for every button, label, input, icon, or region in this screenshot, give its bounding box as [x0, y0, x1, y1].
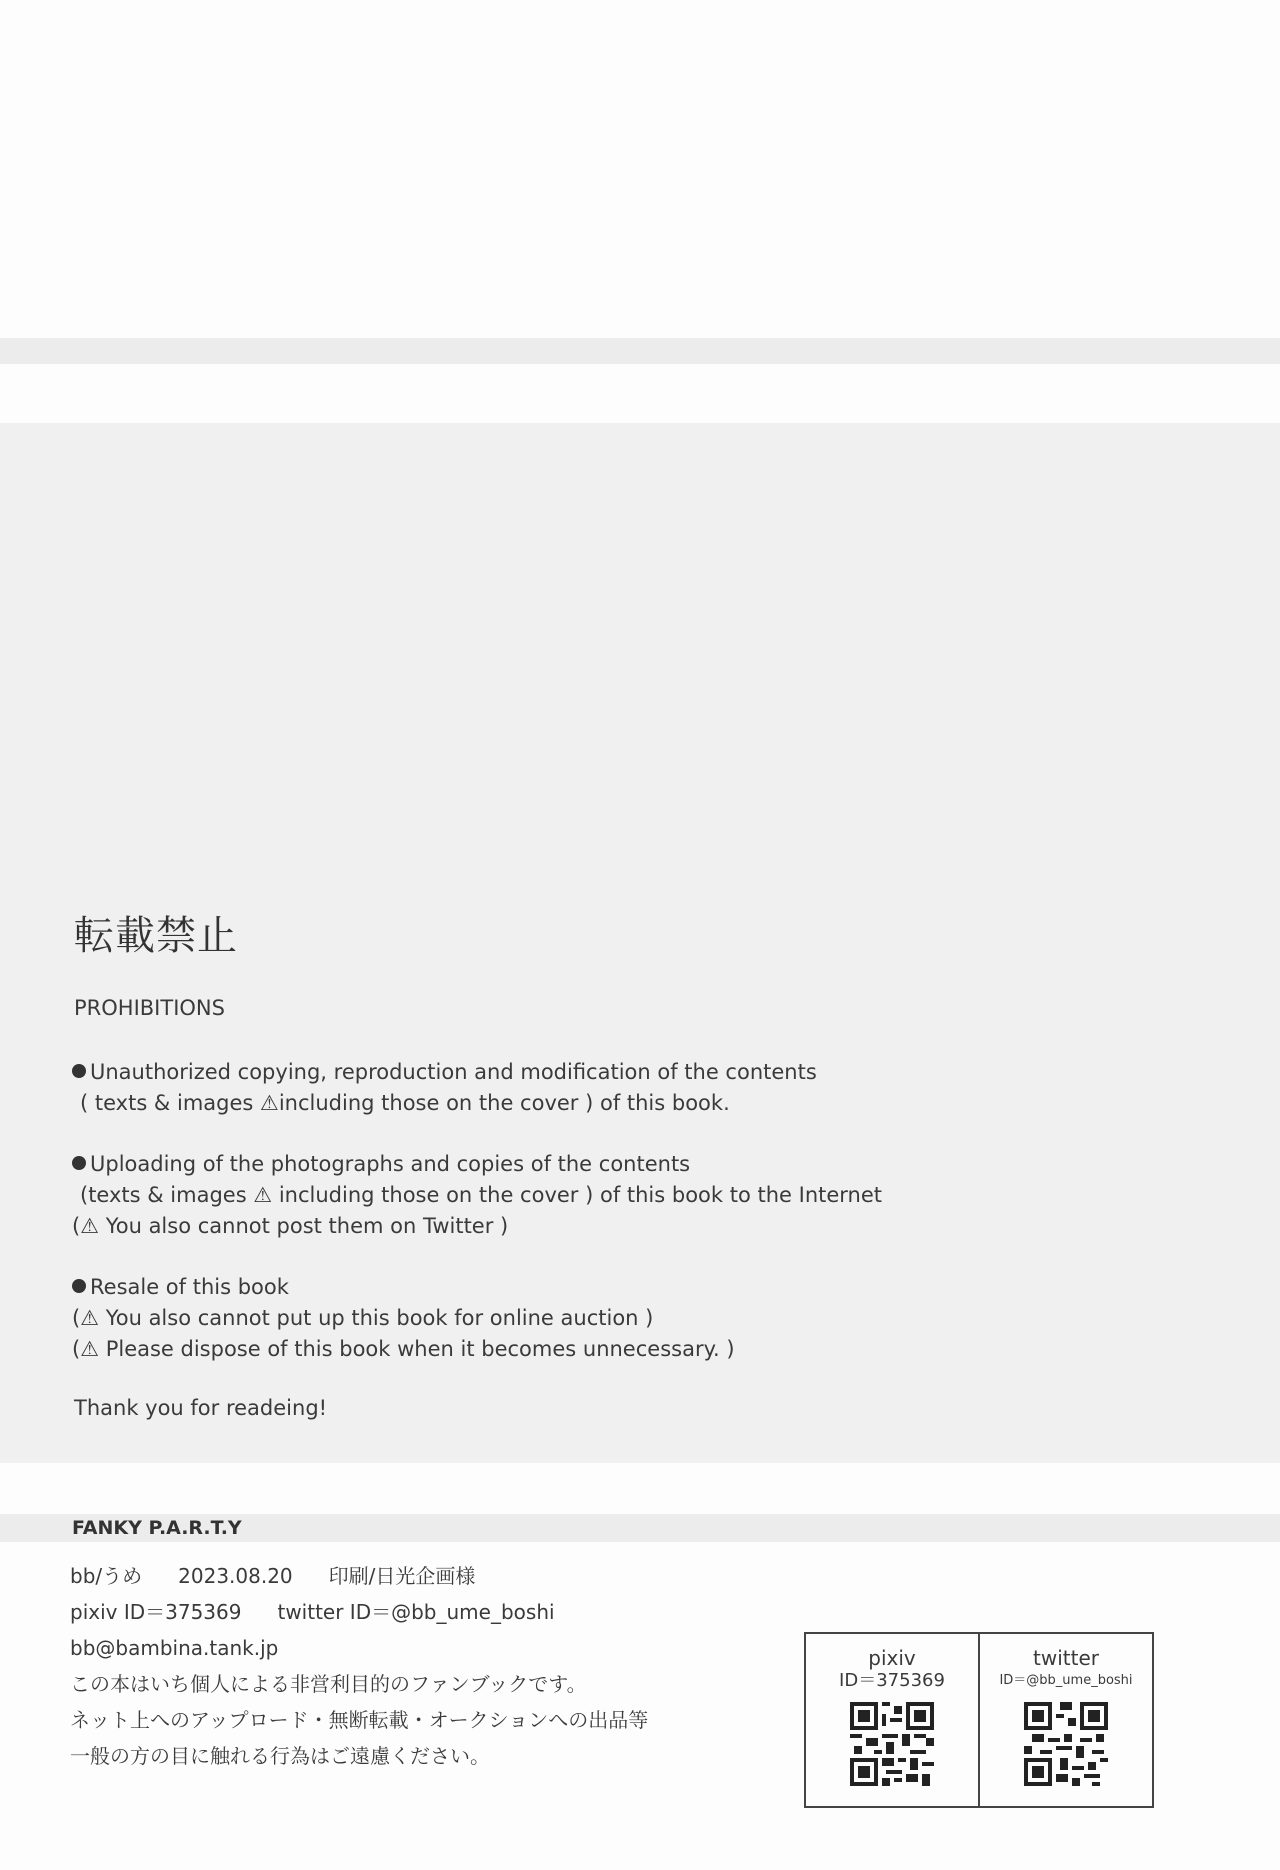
twitter-qr-card — [978, 1632, 1154, 1808]
prohibition-list — [72, 1057, 882, 1395]
qr-code-icon — [1024, 1702, 1108, 1786]
prohibition-item — [72, 1057, 882, 1119]
section-heading: PROHIBITIONS — [74, 996, 225, 1020]
prohibition-text: (⚠ You also cannot put up this book for online auction ) — [72, 1306, 654, 1330]
prohibition-text: (texts & images ⚠ including those on the cover ) of this book to the Internet — [80, 1183, 883, 1207]
colophon-note: この本はいち個人による非営利目的のファンブックです。 — [70, 1672, 587, 1696]
colophon-note: 一般の方の目に触れる行為はご遠慮ください。 — [70, 1744, 490, 1768]
prohibition-text: (⚠ You also cannot post them on Twitter ) — [72, 1214, 509, 1238]
prohibition-text: ( texts & images ⚠including those on the cover ) of this book. — [80, 1091, 730, 1115]
qr-id: ID＝@bb_ume_boshi — [999, 1673, 1133, 1688]
bullet-icon — [72, 1156, 86, 1170]
colophon — [70, 1558, 648, 1774]
prohibition-text: Resale of this book — [90, 1275, 289, 1299]
qr-id: ID＝375369 — [839, 1670, 945, 1691]
page-title: 転載禁止 — [74, 913, 238, 959]
prohibition-text: Uploading of the photographs and copies of the contents — [90, 1152, 691, 1176]
qr-label: pixiv — [868, 1646, 916, 1670]
prohibition-item — [72, 1272, 882, 1365]
email: bb@bambina.tank.jp — [70, 1636, 279, 1660]
pixiv-qr-card — [804, 1632, 980, 1808]
bullet-icon — [72, 1279, 86, 1293]
prohibition-item — [72, 1149, 882, 1242]
prohibition-text: Unauthorized copying, reproduction and modification of the contents — [90, 1060, 817, 1084]
circle-name: FANKY P.A.R.T.Y — [72, 1517, 242, 1539]
pixiv-id: pixiv ID＝375369 — [70, 1600, 242, 1624]
printer: 印刷/日光企画様 — [328, 1564, 476, 1588]
qr-label: twitter — [1033, 1646, 1099, 1670]
prohibition-text: (⚠ Please dispose of this book when it becomes unnecessary. ) — [72, 1337, 735, 1361]
thanks-text: Thank you for readeing! — [74, 1396, 328, 1420]
top-divider-band — [0, 338, 1280, 364]
twitter-id: twitter ID＝@bb_ume_boshi — [277, 1600, 555, 1624]
qr-code-icon — [850, 1702, 934, 1786]
bullet-icon — [72, 1064, 86, 1078]
colophon-note: ネット上へのアップロード・無断転載・オークションへの出品等 — [70, 1708, 649, 1732]
author: bb/うめ — [70, 1564, 143, 1588]
publish-date: 2023.08.20 — [178, 1564, 293, 1588]
